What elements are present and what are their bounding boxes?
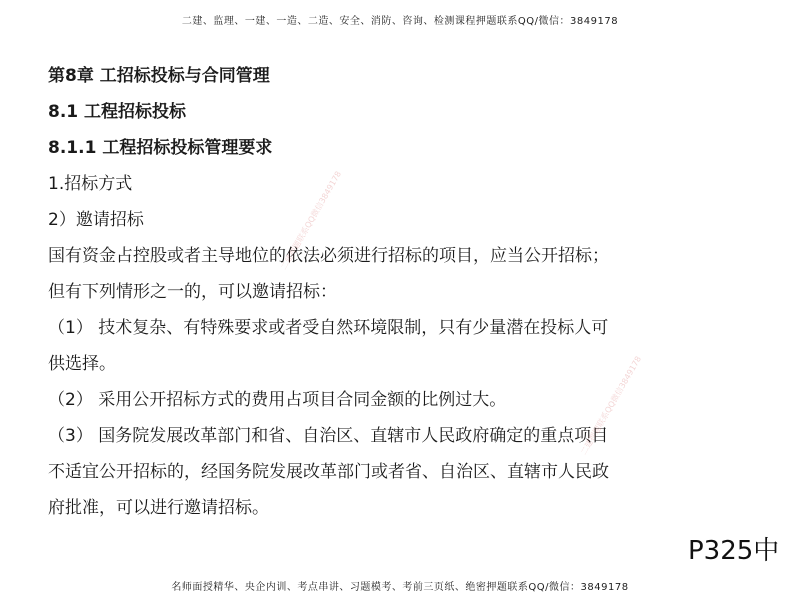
paragraph-line: （1） 技术复杂、有特殊要求或者受自然环境限制，只有少量潜在投标人可 bbox=[48, 318, 609, 338]
paragraph-line: （3） 国务院发展改革部门和省、自治区、直辖市人民政府确定的重点项目 bbox=[48, 426, 609, 446]
watermark: 二建押题联系QQ微信3849178 bbox=[279, 169, 344, 272]
page-label: P325中 bbox=[688, 536, 780, 566]
paragraph-line: 府批准，可以进行邀请招标。 bbox=[48, 498, 269, 518]
watermark: 二建押题联系QQ微信3849178 bbox=[579, 354, 644, 457]
paragraph-line: 供选择。 bbox=[48, 354, 116, 374]
paragraph-line: 2）邀请招标 bbox=[48, 210, 144, 230]
section-title: 8.1 工程招标投标 bbox=[48, 102, 187, 122]
paragraph-line: 但有下列情形之一的，可以邀请招标： bbox=[48, 282, 337, 302]
paragraph-line: 国有资金占控股或者主导地位的依法必须进行招标的项目，应当公开招标； bbox=[48, 246, 609, 266]
footer-banner: 名师面授精华、央企内训、考点串讲、习题模考、考前三页纸、绝密押题联系QQ/微信：3849178 bbox=[171, 582, 629, 593]
subsection-title: 8.1.1 工程招标投标管理要求 bbox=[48, 138, 273, 158]
paragraph-line: 1.招标方式 bbox=[48, 174, 133, 194]
document-body bbox=[48, 58, 768, 526]
paragraph-line: （2） 采用公开招标方式的费用占项目合同金额的比例过大。 bbox=[48, 390, 507, 410]
chapter-title: 第8章 工招标投标与合同管理 bbox=[48, 66, 270, 86]
header-banner: 二建、监理、一建、一造、二造、安全、消防、咨询、检测课程押题联系QQ/微信：3849178 bbox=[181, 16, 619, 27]
paragraph-line: 不适宜公开招标的，经国务院发展改革部门或者省、自治区、直辖市人民政 bbox=[48, 462, 609, 482]
